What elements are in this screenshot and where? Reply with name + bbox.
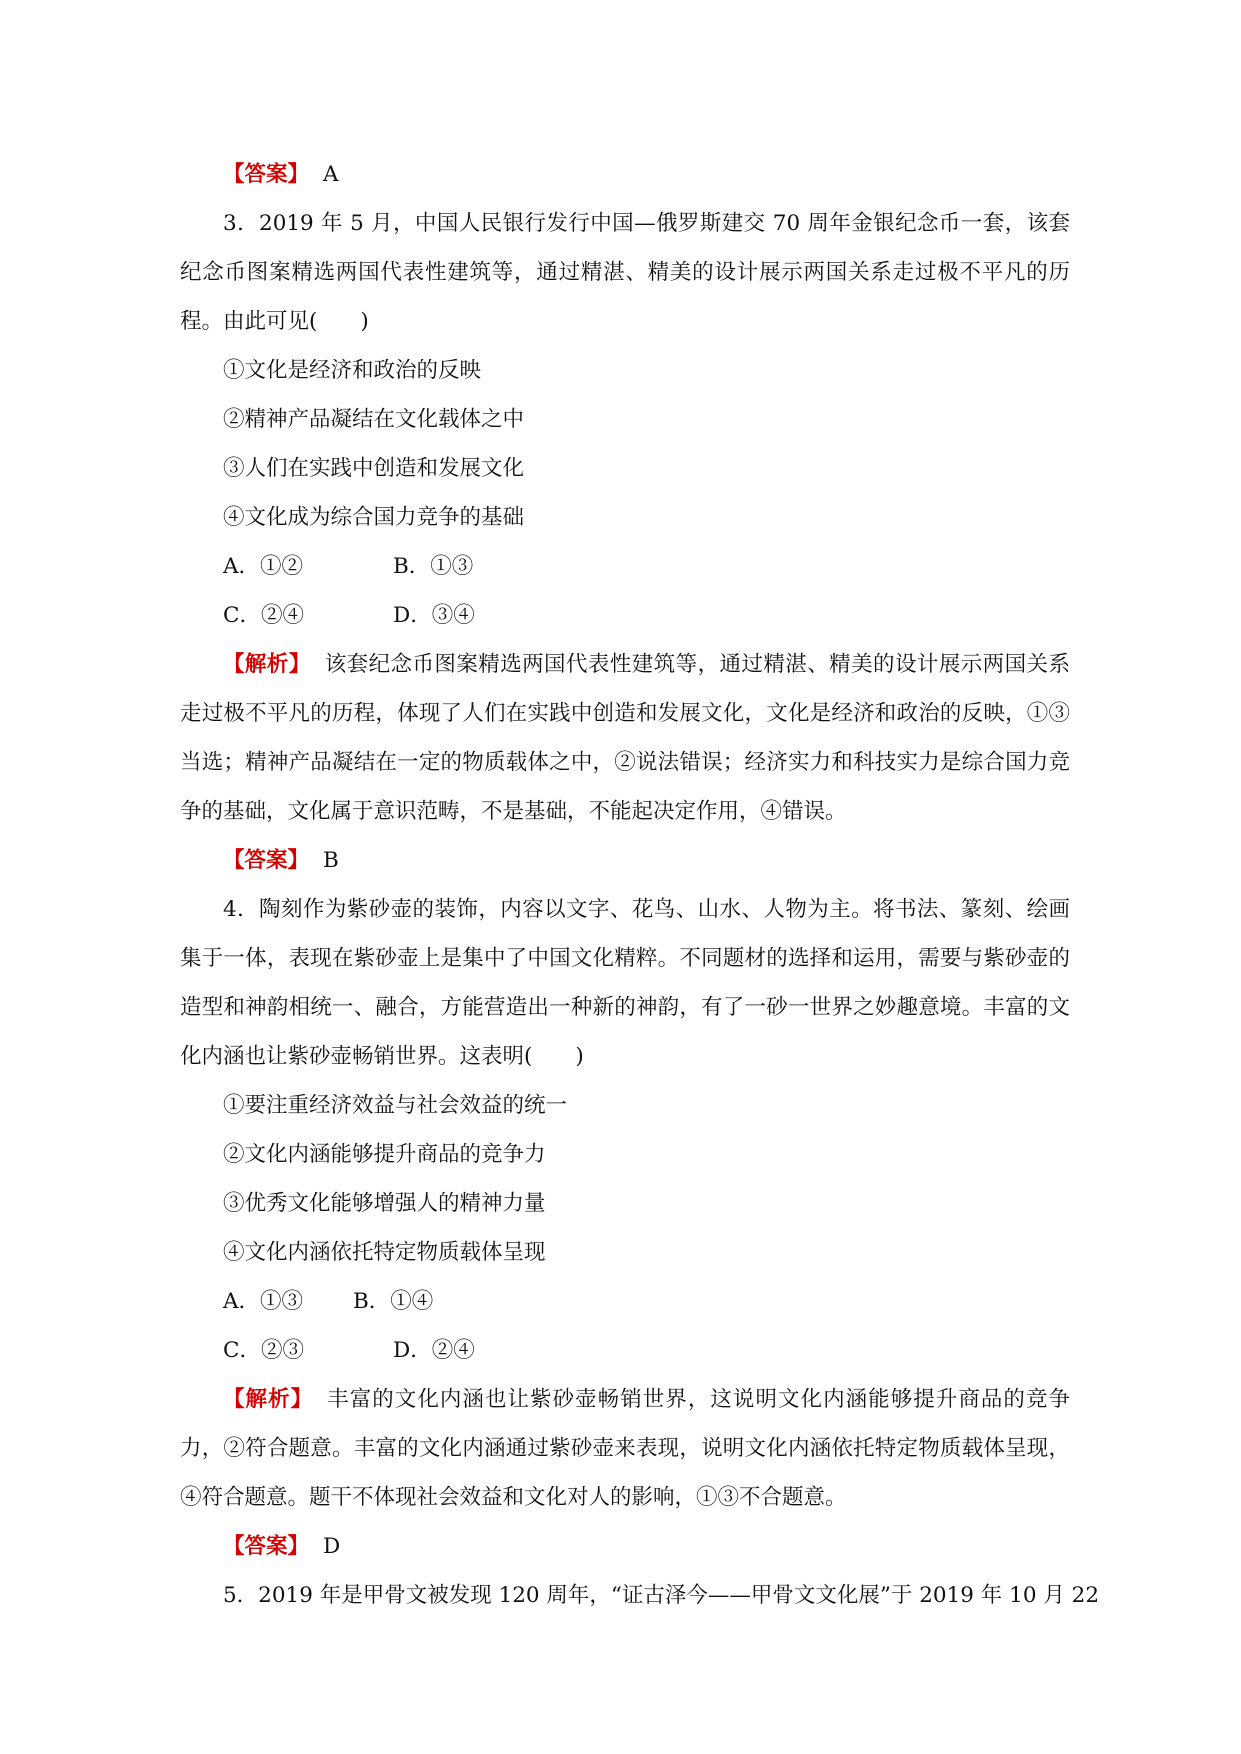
question-4-stem: 4．陶刻作为紫砂壶的装饰，内容以文字、花鸟、山水、人物为主。将书法、篆刻、绘画集于一体，表现在紫砂壶上是集中了中国文化精粹。不同题材的选择和运用，需要与紫砂壶的造型和神韵相统一、融合，方能营造出一种新的神韵，有了一砂一世界之妙趣意境。丰富的文化内涵也让紫砂壶畅销世界。这表明( ): [180, 897, 1070, 1069]
question-4-item-2: ②文化内涵能够提升商品的竞争力: [223, 1142, 546, 1167]
answer-tag: 【答案】: [223, 848, 310, 873]
question-3-item-1: ①文化是经济和政治的反映: [223, 358, 482, 383]
option-d: D．②④: [393, 1338, 475, 1363]
question-4-item-1: ①要注重经济效益与社会效益的统一: [223, 1093, 568, 1118]
option-b: B．①③: [393, 554, 474, 579]
question-4-options-cd: [180, 1326, 1070, 1375]
question-3-item-4: ④文化成为综合国力竞争的基础: [223, 505, 525, 530]
option-b: B．①④: [353, 1289, 434, 1314]
answer-value: D: [323, 1534, 341, 1559]
question-4-item-4: ④文化内涵依托特定物质载体呈现: [223, 1240, 546, 1265]
answer-value: A: [323, 162, 339, 187]
document-page: [180, 150, 1100, 1620]
question-4-answer: [180, 1522, 1070, 1571]
analysis-tag: 【解析】: [223, 1387, 314, 1412]
option-c: C．②③: [223, 1338, 304, 1363]
question-5-stem: 5．2019 年是甲骨文被发现 120 周年，“证古泽今——甲骨文文化展”于 2019 年 10 月 22: [223, 1583, 1100, 1608]
analysis-text: 丰富的文化内涵也让紫砂壶畅销世界，这说明文化内涵能够提升商品的竞争力，②符合题意。丰富的文化内涵通过紫砂壶来表现，说明文化内涵依托特定物质载体呈现，④符合题意。题干不体现社会效益和文化对人的影响，①③不合题意。: [180, 1387, 1070, 1510]
answer-tag: 【答案】: [223, 162, 310, 187]
question-4-item-3: ③优秀文化能够增强人的精神力量: [223, 1191, 546, 1216]
question-3-options-cd: [180, 591, 1070, 640]
question-4-options-ab: [180, 1277, 1070, 1326]
question-3-item-3: ③人们在实践中创造和发展文化: [223, 456, 525, 481]
question-3-analysis: [180, 640, 1070, 836]
analysis-tag: 【解析】: [223, 652, 311, 677]
question-3-stem: 3．2019 年 5 月，中国人民银行发行中国—俄罗斯建交 70 周年金银纪念币一套，该套纪念币图案精选两国代表性建筑等，通过精湛、精美的设计展示两国关系走过极不平凡的历程。由此可见( ): [180, 211, 1070, 334]
analysis-text: 该套纪念币图案精选两国代表性建筑等，通过精湛、精美的设计展示两国关系走过极不平凡的历程，体现了人们在实践中创造和发展文化，文化是经济和政治的反映，①③当选；精神产品凝结在一定的物质载体之中，②说法错误；经济实力和科技实力是综合国力竞争的基础，文化属于意识范畴，不是基础，不能起决定作用，④错误。: [180, 652, 1070, 824]
question-3-answer: [180, 836, 1070, 885]
option-d: D．③④: [393, 603, 475, 628]
question-3-options-ab: [180, 542, 1070, 591]
option-a: A．①③: [223, 1289, 304, 1314]
answer-tag: 【答案】: [223, 1534, 310, 1559]
question-3-item-2: ②精神产品凝结在文化载体之中: [223, 407, 525, 432]
option-c: C．②④: [223, 603, 304, 628]
question-4-analysis: [180, 1375, 1070, 1522]
option-a: A．①②: [223, 554, 304, 579]
answer-value: B: [323, 848, 339, 873]
answer-line: [180, 150, 1070, 199]
